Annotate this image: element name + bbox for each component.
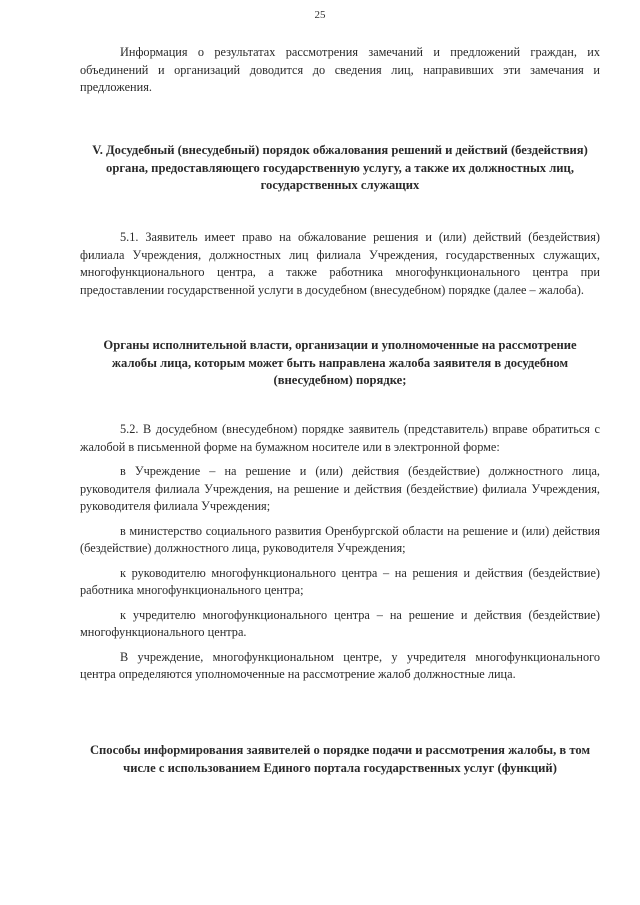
section-v-heading: V. Досудебный (внесудебный) порядок обжалования решений и действий (бездействия) органа, предоставляющего государственную услугу, а также их должностных лиц, государственных служащих bbox=[92, 143, 588, 192]
intro-paragraph: Информация о результатах рассмотрения замечаний и предложений граждан, их объединений и организаций доводится до сведения лиц, направивших эти замечания и предложения. bbox=[80, 45, 600, 94]
section-5-2 bbox=[80, 421, 600, 691]
subheading-bodies: Органы исполнительной власти, организации и уполномоченные на рассмотрение жалобы лица, которым может быть направлена жалоба заявителя в досудебном (внесудебном) порядке; bbox=[103, 338, 577, 387]
intro-section bbox=[80, 44, 600, 104]
list-item: к руководителю многофункционального центра – на решения и действия (бездействие) работника многофункционального центра; bbox=[80, 565, 600, 597]
subheading-methods: Способы информирования заявителей о порядке подачи и рассмотрения жалобы, в том числе с использованием Единого портала государственных услуг (функций) bbox=[89, 743, 591, 775]
list-item: в Учреждение – на решение и (или) действия (бездействие) должностного лица, руководителя филиала Учреждения, на решение и действия (бездействие) филиала Учреждения, руководителя филиала Учреждения; bbox=[80, 464, 600, 513]
paragraph-5-1: 5.1. Заявитель имеет право на обжалование решения и (или) действий (бездействия) филиала Учреждения, должностных лиц филиала Учреждения, государственных служащих, многофункционального центра, а также работника многофункционального центра при предоставлении государственной услуги в досудебном (внесудебном) порядке (далее – жалоба). bbox=[80, 230, 600, 297]
section-5-1 bbox=[80, 229, 600, 306]
paragraph-officials: В учреждение, многофункциональном центре, у учредителя многофункционального центра определяются уполномоченные на рассмотрение жалоб должностные лица. bbox=[80, 649, 600, 681]
page-number: 25 bbox=[314, 9, 326, 21]
list-item: к учредителю многофункционального центра – на решение и действия (бездействие) многофункционального центра. bbox=[80, 607, 600, 639]
list-item: в министерство социального развития Оренбургской области на решение и (или) действия (бездействие) должностного лица, руководителя Учреждения; bbox=[80, 523, 600, 555]
paragraph-5-2: 5.2. В досудебном (внесудебном) порядке заявитель (представитель) вправе обратиться с жалобой в письменной форме на бумажном носителе или в электронной форме: bbox=[80, 422, 600, 454]
